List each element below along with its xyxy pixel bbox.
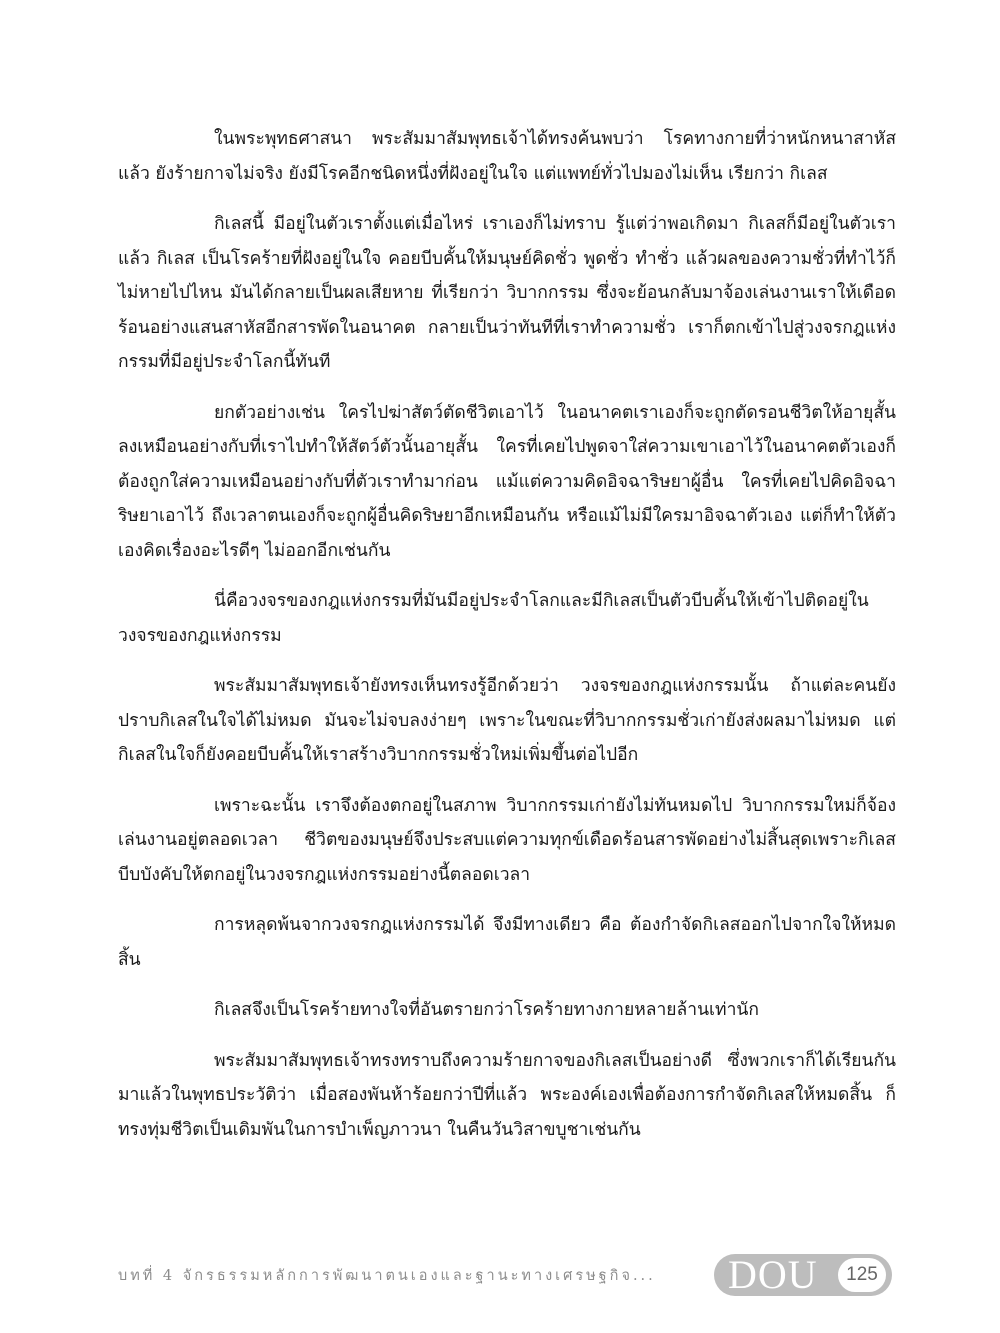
footer-badge [714,1254,892,1296]
paragraph-4: นี่คือวงจรของกฎแห่งกรรมที่มันมีอยู่ประจำโลกและมีกิเลสเป็นตัวบีบคั้นให้เข้าไปติดอยู่ในวงจรของกฎแห่งกรรม [118,591,869,646]
paragraph-6: เพราะฉะนั้น เราจึงต้องตกอยู่ในสภาพ วิบากกรรมเก่ายังไม่ทันหมดไป วิบากกรรมใหม่ก็จ้องเล่นงานอยู่ตลอดเวลา ชีวิตของมนุษย์จึงประสบแต่ความทุกข์เดือดร้อนสารพัดอย่างไม่สิ้นสุดเพราะกิเลสบีบบังคับให้ตกอยู่ในวงจรกฎแห่งกรรมอย่างนี้ตลอดเวลา [118,795,896,885]
page-body [118,122,896,1163]
dou-logo: DOU [728,1252,818,1297]
paragraph-1: ในพระพุทธศาสนา พระสัมมาสัมพุทธเจ้าได้ทรงค้นพบว่า โรคทางกายที่ว่าหนักหนาสาหัสแล้ว ยังร้ายกาจไม่จริง ยังมีโรคอีกชนิดหนึ่งที่ฝังอยู่ในใจ แต่แพทย์ทั่วไปมองไม่เห็น เรียกว่า กิเลส [118,129,896,184]
page-number: 125 [846,1264,878,1285]
paragraph-8: กิเลสจึงเป็นโรคร้ายทางใจที่อันตรายกว่าโรคร้ายทางกายหลายล้านเท่านัก [214,1000,759,1020]
paragraph-3: ยกตัวอย่างเช่น ใครไปฆ่าสัตว์ตัดชีวิตเอาไว้ ในอนาคตเราเองก็จะถูกตัดรอนชีวิตให้อายุสั้นลงเหมือนอย่างกับที่เราไปทำให้สัตว์ตัวนั้นอายุสั้น ใครที่เคยไปพูดจาใส่ความเขาเอาไว้ในอนาคตตัวเองก็ต้องถูกใส่ความเหมือนอย่างกับที่ตัวเราทำมาก่อน แม้แต่ความคิดอิจฉาริษยาผู้อื่น ใครที่เคยไปคิดอิจฉาริษยาเอาไว้ ถึงเวลาตนเองก็จะถูกผู้อื่นคิดริษยาอีกเหมือนกัน หรือแม้ไม่มีใครมาอิจฉาตัวเอง แต่ก็ทำให้ตัวเองคิดเรื่องอะไรดีๆ ไม่ออกอีกเช่นกัน [118,402,896,561]
paragraph-2: กิเลสนี้ มีอยู่ในตัวเราตั้งแต่เมื่อไหร่ เราเองก็ไม่ทราบ รู้แต่ว่าพอเกิดมา กิเลสก็มีอยู่ในตัวเราแล้ว กิเลส เป็นโรคร้ายที่ฝังอยู่ในใจ คอยบีบคั้นให้มนุษย์คิดชั่ว พูดชั่ว ทำชั่ว แล้วผลของความชั่วที่ทำไว้ก็ไม่หายไปไหน มันได้กลายเป็นผลเสียหาย ที่เรียกว่า วิบากกรรม ซึ่งจะย้อนกลับมาจ้องเล่นงานเราให้เดือดร้อนอย่างแสนสาหัสอีกสารพัดในอนาคต กลายเป็นว่าทันทีที่เราทำความชั่ว เราก็ตกเข้าไปสู่วงจรกฎแห่งกรรมที่มีอยู่ประจำโลกนี้ทันที [118,214,896,372]
page-footer [118,1250,896,1300]
paragraph-9: พระสัมมาสัมพุทธเจ้าทรงทราบถึงความร้ายกาจของกิเลสเป็นอย่างดี ซึ่งพวกเราก็ได้เรียนกันมาแล้วในพุทธประวัติว่า เมื่อสองพันห้าร้อยกว่าปีที่แล้ว พระองค์เองเพื่อต้องการกำจัดกิเลสให้หมดสิ้น ก็ทรงทุ่มชีวิตเป็นเดิมพันในการบำเพ็ญภาวนา ในคืนวันวิสาขบูชาเช่นกัน [118,1050,896,1140]
page-number-badge [838,1258,886,1292]
paragraph-7: การหลุดพ้นจากวงจรกฎแห่งกรรมได้ จึงมีทางเดียว คือ ต้องกำจัดกิเลสออกไปจากใจให้หมดสิ้น [118,915,896,970]
chapter-title: บทที่ 4 จักรธรรมหลักการพัฒนาตนเองและฐานะทางเศรษฐกิจ... [118,1268,656,1284]
paragraph-5: พระสัมมาสัมพุทธเจ้ายังทรงเห็นทรงรู้อีกด้วยว่า วงจรของกฎแห่งกรรมนั้น ถ้าแต่ละคนยังปราบกิเลสในใจได้ไม่หมด มันจะไม่จบลงง่ายๆ เพราะในขณะที่วิบากกรรมชั่วเก่ายังส่งผลมาไม่หมด แต่กิเลสในใจก็ยังคอยบีบคั้นให้เราสร้างวิบากกรรมชั่วใหม่เพิ่มขึ้นต่อไปอีก [118,676,896,765]
